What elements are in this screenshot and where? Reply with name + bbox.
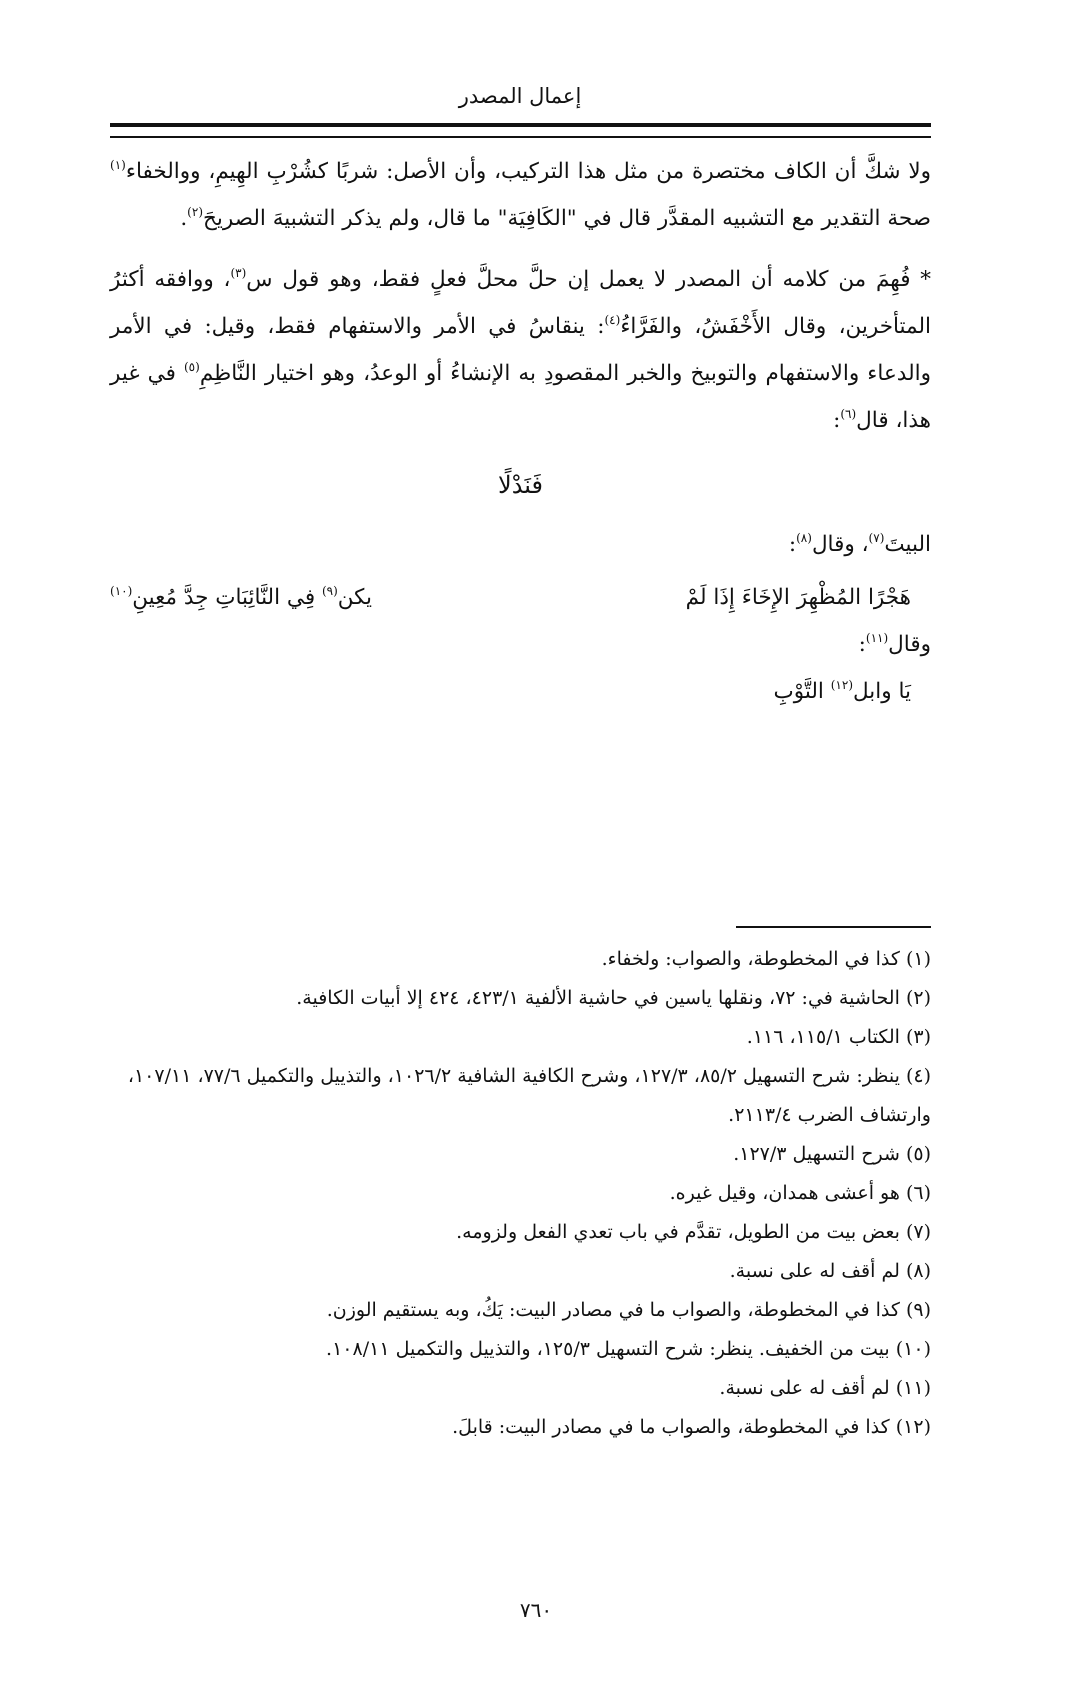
footnote-4: (٤) ينظر: شرح التسهيل ٨٥/٢، ١٢٧/٣، وشرح الكافية الشافية ١٠٢٦/٢، والتذييل والتكميل ٧٧/٦، ١٠٧/١١، وارتشاف الضرب ٢١١٣/٤. xyxy=(127,1065,931,1126)
verse-couplet xyxy=(110,574,931,621)
footnote-separator xyxy=(736,926,931,928)
header-rule-thick xyxy=(110,123,931,127)
footnote-8: (٨) لم أقف له على نسبة. xyxy=(729,1260,931,1282)
paragraph-2: * فُهِمَ من كلامه أن المصدر لا يعمل إن حلَّ محلَّ فعلٍ فقط، وهو قول س$^{(٣)}$، ووافقه أكثرُ المتأخرين، وقال الأَخْفَشُ، والفَرَّاءُ$^{(٤)}$: ينقاسُ في الأمر والاستفهام فقط، وقيل: في الأمر والدعاء والاستفهام والتوبيخ والخبر المقصودِ به الإنشاءُ أو الوعدُ، وهو اختيار النَّاظِمِ$^{(٥)}$ في غير هذا، قال$^{(٦)}$: xyxy=(110,266,932,433)
header-rule-thin xyxy=(110,136,931,138)
footnote-ref-12[interactable]: (١٢) xyxy=(830,678,853,692)
footnote-ref-8[interactable]: (٨) xyxy=(796,531,812,545)
paragraph-1: ولا شكَّ أن الكاف مختصرة من مثل هذا التركيب، وأن الأصل: شربًا كشُرْبِ الهِيمِ، ووالخفاء$^{(١)}$ صحة التقدير مع التشبيه المقدَّر قال في "الكَافِيَة" ما قال، ولم يذكر التشبيهَ الصريحَ$^{(٢)}$. xyxy=(110,158,931,231)
footnote-6: (٦) هو أعشى همدان، وقيل غيره. xyxy=(669,1182,931,1204)
qal-line: وقال$^{(١١)}$: xyxy=(858,631,931,657)
footnote-ref-1[interactable]: (١) xyxy=(110,158,126,172)
verse-right-hemistich: هَجْرًا المُظْهِرَ الإِخَاءَ إِذَا لَمْ xyxy=(685,585,911,610)
footnote-ref-3[interactable]: (٣) xyxy=(230,266,247,280)
bayt-line: البيتَ$^{(٧)}$، وقال$^{(٨)}$: xyxy=(788,531,931,557)
main-text xyxy=(110,148,931,715)
footnote-ref-7[interactable]: (٧) xyxy=(868,531,885,545)
footnote-10: (١٠) بيت من الخفيف. ينظر: شرح التسهيل ١٢٥/٣، والتذييل والتكميل ١٠٨/١١. xyxy=(326,1338,931,1360)
footnote-ref-5[interactable]: (٥) xyxy=(183,360,200,374)
footnotes xyxy=(110,940,931,1447)
verse-fragment-2: يَا وابل$^{(١٢)}$ التَّوْبِ xyxy=(773,678,911,704)
footnote-12: (١٢) كذا في المخطوطة، والصواب ما في مصادر البيت: قابلَ. xyxy=(452,1416,931,1438)
footnote-9: (٩) كذا في المخطوطة، والصواب ما في مصادر البيت: يَكُ، وبه يستقيم الوزن. xyxy=(326,1299,931,1321)
footnote-2: (٢) الحاشية في: ٧٢، ونقلها ياسين في حاشية الألفية ٤٢٣/١، ٤٢٤ إلا أبيات الكافية. xyxy=(296,987,931,1009)
footnote-11: (١١) لم أقف له على نسبة. xyxy=(719,1377,931,1399)
footnote-ref-9[interactable]: (٩) xyxy=(321,584,338,598)
footnote-5: (٥) شرح التسهيل ١٢٧/٣. xyxy=(733,1143,931,1165)
footnote-7: (٧) بعض بيت من الطويل، تقدَّم في باب تعدي الفعل ولزومه. xyxy=(456,1221,931,1243)
footnote-1: (١) كذا في المخطوطة، والصواب: ولخفاء. xyxy=(601,948,931,970)
verse-left-hemistich: يكن$^{(٩)}$ فِي النَّائِبَاتِ جِدَّ مُعِينِ$^{(١٠)}$ xyxy=(110,584,373,610)
footnote-ref-2[interactable]: (٢) xyxy=(187,205,203,219)
running-title: إعمال المصدر xyxy=(458,84,582,108)
footnote-ref-10[interactable]: (١٠) xyxy=(110,584,133,598)
footnote-ref-4[interactable]: (٤) xyxy=(604,313,621,327)
page-number: ٧٦٠ xyxy=(519,1598,553,1622)
footnote-ref-6[interactable]: (٦) xyxy=(840,407,857,421)
verse-fragment-1: فَنَدْلًا xyxy=(498,471,543,499)
footnote-3: (٣) الكتاب ١١٥/١، ١١٦. xyxy=(746,1026,931,1048)
footnote-ref-11[interactable]: (١١) xyxy=(865,631,889,645)
